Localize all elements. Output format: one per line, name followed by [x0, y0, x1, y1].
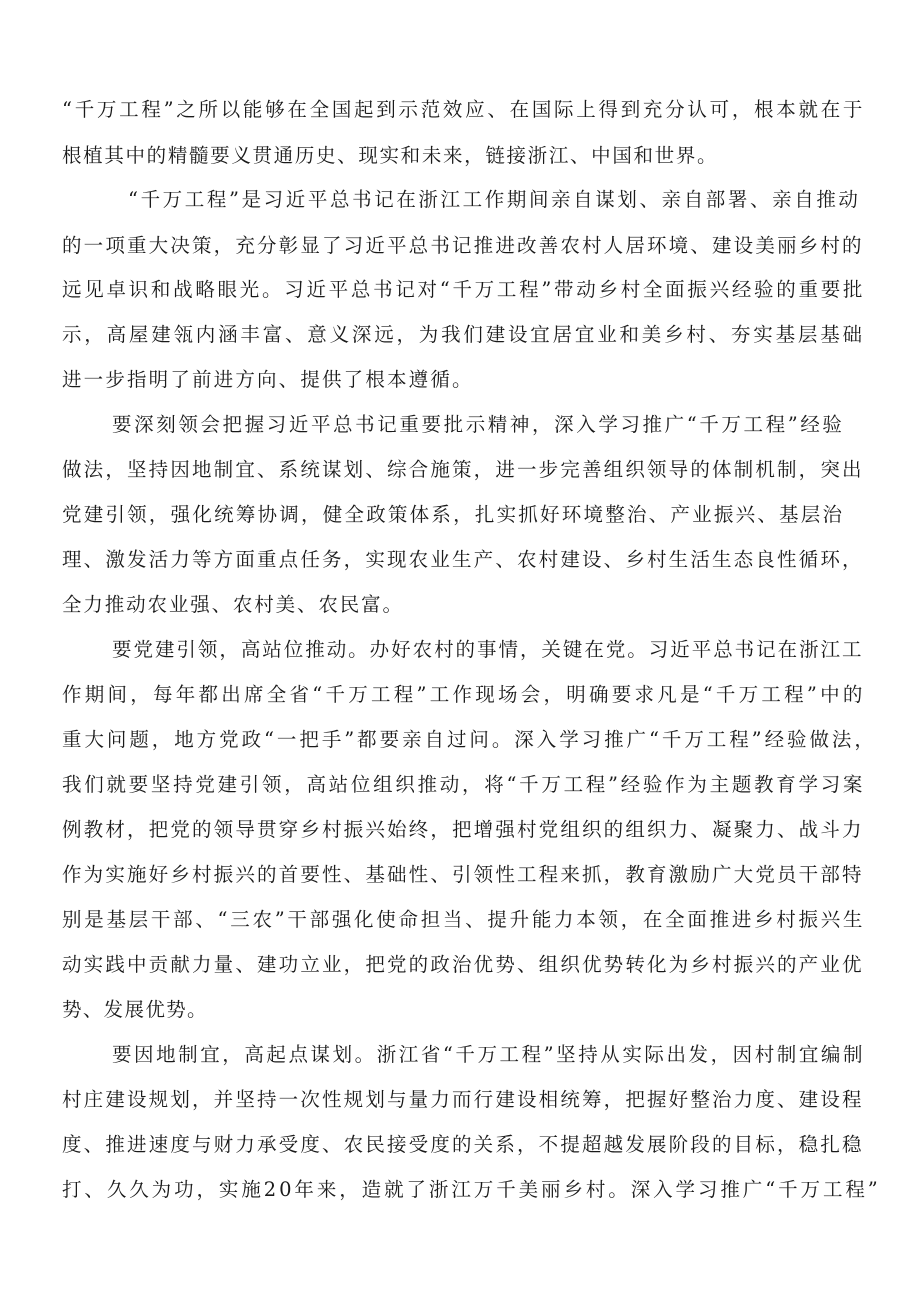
text-line: 党建引领，强化统筹协调，健全政策体系，扎实抓好环境整治、产业振兴、基层治 — [62, 503, 845, 526]
text-line: 村庄建设规划，并坚持一次性规划与量力而行建设相统筹，把握好整治力度、建设程 — [62, 1088, 864, 1111]
text-line: 打、久久为功，实施20年来，造就了浙江万千美丽乡村。深入学习推广“千万工程” — [62, 1178, 881, 1201]
text-line: 作期间，每年都出席全省“千万工程”工作现场会，明确要求凡是“千万工程”中的 — [62, 683, 866, 706]
text-line: 根植其中的精髓要义贯通历史、现实和未来，链接浙江、中国和世界。 — [62, 144, 719, 167]
text-line: 示，高屋建瓴内涵丰富、意义深远，为我们建设宜居宜业和美乡村、夯实基层基础 — [62, 323, 865, 346]
text-line: 远见卓识和战略眼光。习近平总书记对“千万工程”带动乡村全面振兴经验的重要批 — [62, 278, 866, 301]
text-line: 势、发展优势。 — [62, 998, 208, 1021]
text-line: 作为实施好乡村振兴的首要性、基础性、引领性工程来抓，教育激励广大党员干部特 — [62, 863, 864, 886]
text-line: 做法，坚持因地制宜、系统谋划、综合施策，进一步完善组织领导的体制机制，突出 — [62, 458, 864, 481]
text-line: 要深刻领会把握习近平总书记重要批示精神，深入学习推广“千万工程”经验 — [112, 413, 845, 436]
text-line: 我们就要坚持党建引领，高站位组织推动，将“千万工程”经验作为主题教育学习案 — [62, 773, 866, 796]
text-line: 别是基层干部、“三农”干部强化使命担当、提升能力本领，在全面推进乡村振兴生 — [62, 908, 866, 931]
text-line: 重大问题，地方党政“一把手”都要亲自过问。深入学习推广“千万工程”经验做法， — [62, 728, 877, 751]
text-line: 要党建引领，高站位推动。办好农村的事情，关键在党。习近平总书记在浙江工 — [112, 638, 864, 661]
text-line: “千万工程”之所以能够在全国起到示范效应、在国际上得到充分认可，根本就在于 — [62, 98, 866, 121]
text-line: 例教材，把党的领导贯穿乡村振兴始终，把增强村党组织的组织力、凝聚力、战斗力 — [62, 818, 864, 841]
text-line: 进一步指明了前进方向、提供了根本遵循。 — [62, 368, 474, 391]
text-line: 理、激发活力等方面重点任务，实现农业生产、农村建设、乡村生活生态良性循环， — [62, 548, 864, 571]
text-line: 的一项重大决策，充分彰显了习近平总书记推进改善农村人居环境、建设美丽乡村的 — [62, 234, 864, 257]
text-line: 度、推进速度与财力承受度、农民接受度的关系，不提超越发展阶段的目标，稳扎稳 — [62, 1133, 864, 1156]
text-line: 动实践中贡献力量、建功立业，把党的政治优势、组织优势转化为乡村振兴的产业优 — [62, 953, 864, 976]
text-line: “千万工程”是习近平总书记在浙江工作期间亲自谋划、亲自部署、亲自推动 — [128, 188, 861, 211]
text-line: 全力推动农业强、农村美、农民富。 — [62, 593, 404, 616]
text-line: 要因地制宜，高起点谋划。浙江省“千万工程”坚持从实际出发，因村制宜编制 — [112, 1043, 866, 1066]
